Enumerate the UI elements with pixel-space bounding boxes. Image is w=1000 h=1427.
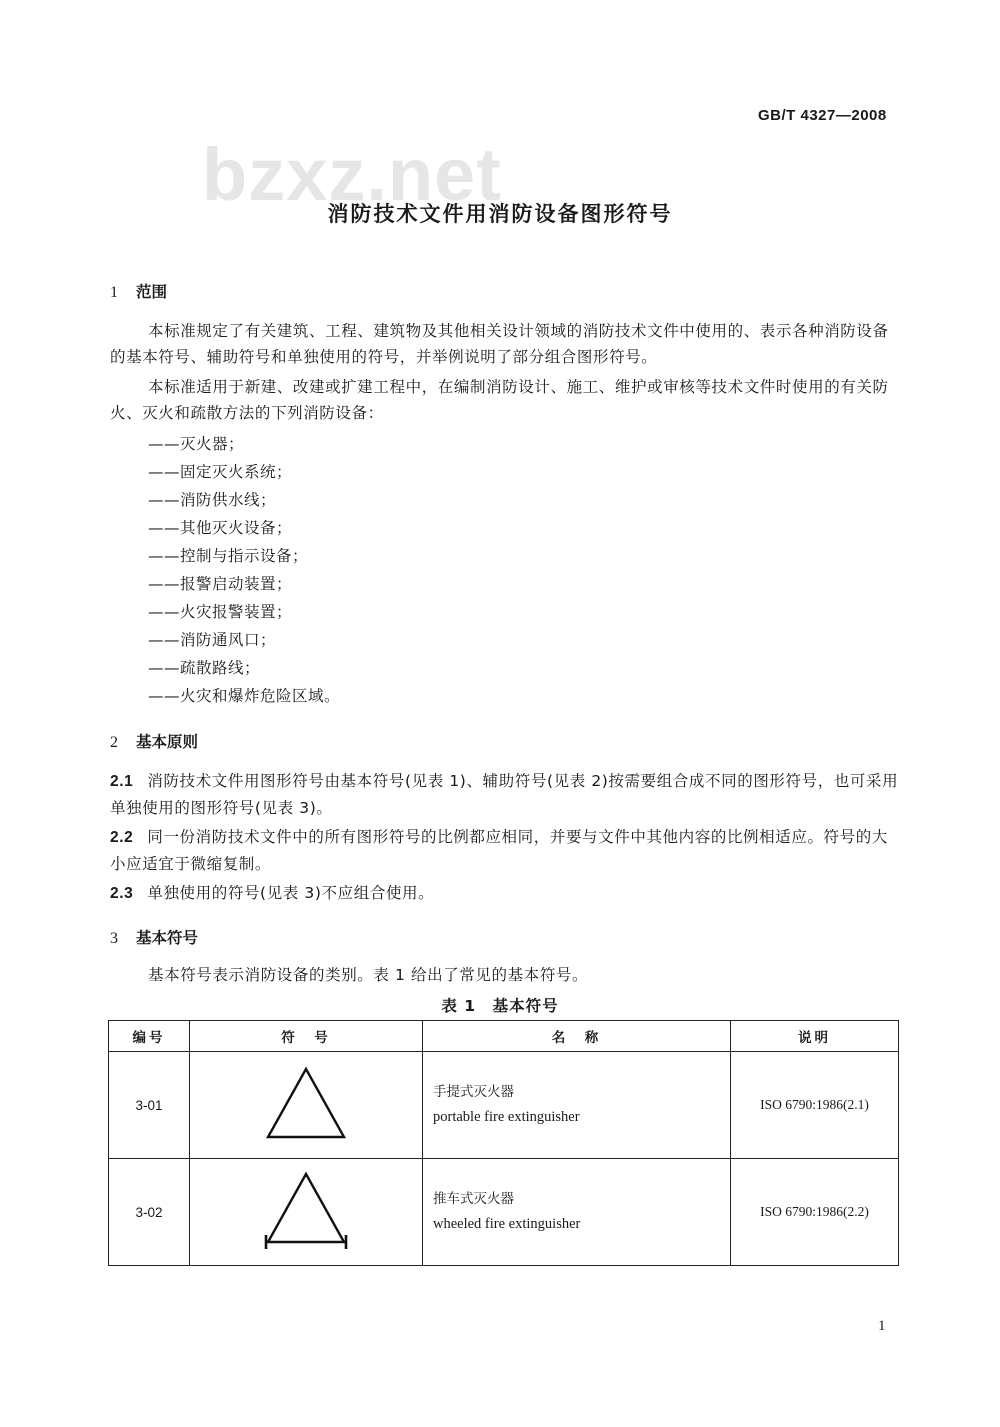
section-3-heading [110, 926, 198, 948]
list-item: ——报警启动装置； [148, 575, 293, 593]
header-name: 名 称 [423, 1021, 731, 1052]
section-2-heading [110, 730, 198, 752]
clause-text: 单独使用的符号(见表 3)不应组合使用。 [147, 884, 435, 902]
cell-no: 3-02 [109, 1159, 190, 1266]
list-item: ——火灾报警装置； [148, 603, 293, 621]
watermark: bzxz.net [202, 133, 502, 216]
clause-number: 2.1 [110, 773, 134, 790]
clause-number: 2.3 [110, 885, 134, 902]
standard-code: GB/T 4327—2008 [758, 107, 887, 124]
section-number: 3 [110, 930, 118, 947]
list-item: ——消防供水线； [148, 491, 277, 509]
list-item: ——消防通风口； [148, 631, 277, 649]
section-1-heading [110, 280, 167, 302]
cell-name [423, 1052, 731, 1159]
cell-no: 3-01 [109, 1052, 190, 1159]
table-title: 表 1 基本符号 [441, 997, 559, 1015]
table-row [109, 1052, 899, 1159]
section-number: 2 [110, 734, 118, 751]
clause-number: 2.2 [110, 829, 134, 846]
section-number: 1 [110, 284, 118, 301]
clause-text: 消防技术文件用图形符号由基本符号(见表 1)、辅助符号(见表 2)按需要组合成不同的图形符号，也可采用单独使用的图形符号(见表 3)。 [110, 772, 899, 817]
clause-2-3 [110, 880, 902, 907]
clause-2-2 [110, 824, 902, 877]
basic-symbols-table [108, 1020, 899, 1266]
list-item: ——控制与指示设备； [148, 547, 309, 565]
section-title: 范围 [136, 283, 168, 301]
name-cn: 手提式灭火器 [433, 1084, 514, 1100]
list-item: ——火灾和爆炸危险区域。 [148, 687, 341, 705]
header-note: 说明 [731, 1021, 899, 1052]
clause-text: 同一份消防技术文件中的所有图形符号的比例都应相同，并要与文件中其他内容的比例相适应。符号的大小应适宜于微缩复制。 [110, 828, 888, 873]
cell-symbol [190, 1052, 423, 1159]
page-number: 1 [878, 1318, 886, 1334]
list-item: ——灭火器； [148, 435, 245, 453]
cell-note: ISO 6790:1986(2.2) [731, 1159, 899, 1266]
name-cn: 推车式灭火器 [433, 1191, 514, 1207]
header-symbol: 符 号 [190, 1021, 423, 1052]
cell-name [423, 1159, 731, 1266]
cell-note: ISO 6790:1986(2.1) [731, 1052, 899, 1159]
scope-paragraph-1: 本标准规定了有关建筑、工程、建筑物及其他相关设计领域的消防技术文件中使用的、表示各种消防设备的基本符号、辅助符号和单独使用的符号，并举例说明了部分组合图形符号。 [110, 322, 889, 366]
basic-symbols-paragraph: 基本符号表示消防设备的类别。表 1 给出了常见的基本符号。 [148, 966, 589, 984]
cell-symbol [190, 1159, 423, 1266]
wheeled-triangle-icon [256, 1168, 356, 1252]
table-header-row [109, 1021, 899, 1052]
section-title: 基本原则 [136, 733, 199, 751]
scope-paragraph-2: 本标准适用于新建、改建或扩建工程中，在编制消防设计、施工、维护或审核等技术文件时使用的有关防火、灭火和疏散方法的下列消防设备： [110, 378, 889, 422]
list-item: ——固定灭火系统； [148, 463, 293, 481]
document-title: 消防技术文件用消防设备图形符号 [327, 202, 673, 226]
header-no: 编号 [109, 1021, 190, 1052]
list-item: ——其他灭火设备； [148, 519, 293, 537]
clause-2-1 [110, 768, 902, 821]
name-en: wheeled fire extinguisher [433, 1216, 581, 1232]
list-item: ——疏散路线； [148, 659, 261, 677]
triangle-icon [256, 1063, 356, 1143]
section-title: 基本符号 [136, 929, 199, 947]
table-row [109, 1159, 899, 1266]
name-en: portable fire extinguisher [433, 1109, 580, 1125]
